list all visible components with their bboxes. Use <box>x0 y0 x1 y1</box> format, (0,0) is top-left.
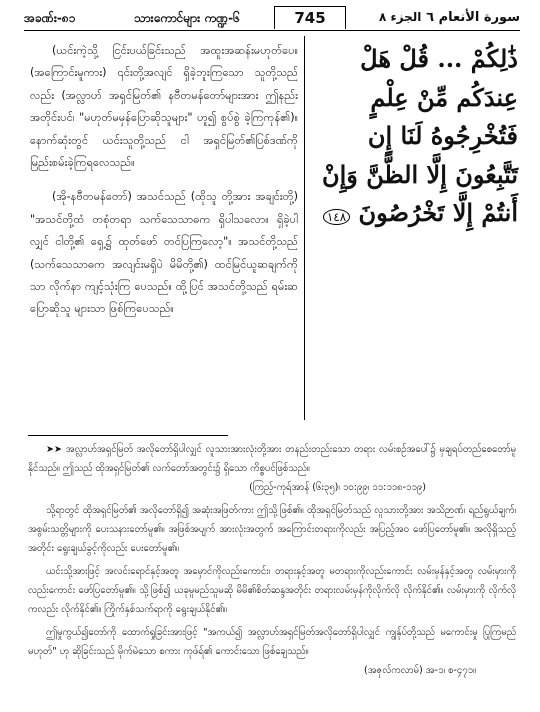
column-divider <box>304 36 305 420</box>
footnote-1-reference: (ကြည့်-ကုရ်အာန် (၆း၃၅)၊ ၁၀:၉၉၊ ၁၁:၁၁၈-၁၁၉) <box>249 482 426 493</box>
surah-label: سورة الأنعام ٦ <box>426 10 520 25</box>
translation-column <box>30 40 298 333</box>
header-section-label: အခဏ်း-၈၁ <box>24 11 76 25</box>
page-header <box>24 6 520 31</box>
footnote-2: သို့ရာတွင် ထိုအရှင်မြတ်၏ အလိုတော်ရှိ၍ အဆုံးအဖြတ်ကား ဤသို့ဖြစ်၏။ ထိုအရှင်မြတ်သည် လူသားတို့အား အသိဉာဏ်၊ ရည်ရွယ်ချက်၊ အစွမ်းသတ္တိများကို ပေးသနားတော်မူ၏။ အဖြစ်အပျက် အားလုံးအတွက် အကြောင်းတရားကိုလည်း အပြည့်အဝ ဖော်ပြတော်မူ၏။ အလိုရှိသည့်အတိုင်း ရွေးချယ်ခွင့်ကိုလည်း ပေးတော်မူ၏။ <box>28 505 516 554</box>
header-chapter-label: သားကောင်များ ကဏ္ဍ-၆ <box>134 11 240 25</box>
footnotes <box>28 440 516 684</box>
translation-paragraph-2: (အို-နဗီတမန်တော်) အသင်သည် (ထိုသူ တို့အား အချင်းတို့) "အသင်တို့ထံ တစုံတရာ သက်သေသာဓက ရှိပါသလော။ ရှိခဲ့ပါလျှင် ငါတို့၏ ရှေ့၌ ထုတ်ဖော် တင်ပြကြလော့"။ အသင်တို့သည် (သက်သေသာဓက အလျင်းမရှိပဲ မိမိတို့၏) ထင်မြင်ယူဆချက်ကိုသာ လိုက်နာ ကျင့်သုံးကြ ပေသည်။ ထို့ပြင် အသင်တို့သည် ရမ်းဆပြောဆိုသူ များသာ ဖြစ်ကြပေသည်။ <box>30 190 298 316</box>
footnote-4-reference: (အဇုလ်ကလာမ်) အ-၁၊ စ-၄၇၁။ <box>363 665 476 676</box>
ayah-number-marker: ١٤٨ <box>323 209 350 225</box>
footnote-1-text: ➤➤ အလ္လာဟ်အရှင်မြတ် အလိုတော်ရှိပါလျှင် လူသားအားလုံးတို့အား တနည်းတည်းသော တရား လမ်းစဉ်အပေါ်၌ မှချရပ်တည်စေတော်မူနိုင်သည်။ ဤသည် ထိုအရှင်မြတ်၏ လက်တော်အတွင်း၌ ရှိသော ကိစ္စပင်ဖြစ်သည်။ <box>28 444 516 474</box>
footnote-4 <box>28 623 516 680</box>
footnote-4-text: ဤမှုကွယ်၍တော်ကို ထောက်ရှုခြင်းအားဖြင့် "အကယ်၍ အလ္လာဟ်အရှင်မြတ်အလိုတော်ရှိပါလျှင် ကျွန်ုပ်တို့သည် မကောင်းမှု ပြုကြမည်မဟုတ်" ဟု ဆိုခြင်းသည် မိုက်မဲသော စကား ကုဖ်ရ်၏ ကောင်းသော ဖြစ်ချေသည်။ <box>28 627 516 657</box>
arabic-verse <box>312 40 518 237</box>
footnote-3: ယင်းသို့အားဖြင့် အလင်းရောင်နှင့်အတူ အမှောင်ကိုလည်းကောင်း၊ တရားနှင့်အတူ မတရားကိုလည်းကောင်း လမ်းမှန်နှင့်အတူ လမ်းမှားကိုလည်းကောင်း ဖော်ပြတော်မူ၏။ သို့ဖြစ်၍ ယခုမူမည်သူမဆို မိမိ၏စိတ်ဆန္ဒအတိုင်း တရားလမ်းမှန်ကိုလိုက်လို လိုက်နိုင်၏။ လမ်းမှားကို လိုက်လိုကလည်း လိုက်နိုင်၏။ ကြိုက်နှစ်သက်ရာကို ရွေးချယ်နိုင်၏။ <box>28 566 516 615</box>
arabic-verse-text: ذَٰلِكُمْ ... قُلْ هَلْ عِندَكُم مِّنْ عِلْمٍ فَتُخْرِجُوهُ لَنَا إِن تَتَّبِعُونَ إِلَّا الظَّنَّ وَإِنْ أَنتُمْ إِلَّا تَخْرُصُونَ <box>321 44 518 227</box>
footnote-1 <box>28 440 516 497</box>
juz-label: الجزء ٨ <box>379 10 422 24</box>
translation-paragraph-1: (ယင်းကဲ့သို့ ငြင်းပယ်ခြင်းသည် အထူးအဆန်းမဟုတ်ပေ။ (အကြောင်းမူကား) ၎င်းတို့အလျင် ရှိခဲ့ဘူးကြသော သူတို့သည်လည်း (အလ္လာဟ် အရှင်မြတ်၏ နဗီတမန်တော်များအား ဤနည်း အတိုင်းပင်၊ "မဟုတ်မမှန်ပြောဆိုသူများ" ဟူ၍ စွပ်စွဲ ခဲ့ကြကုန်၏)။ နောက်ဆုံးတွင် ယင်းသူတို့သည် ငါ အရှင်မြတ်၏ပြစ်ဒဏ်ကို မြည်းစမ်းခဲ့ကြရလေသည်။ <box>30 44 298 170</box>
page-number: 745 <box>274 6 346 29</box>
footnote-separator <box>28 435 228 436</box>
